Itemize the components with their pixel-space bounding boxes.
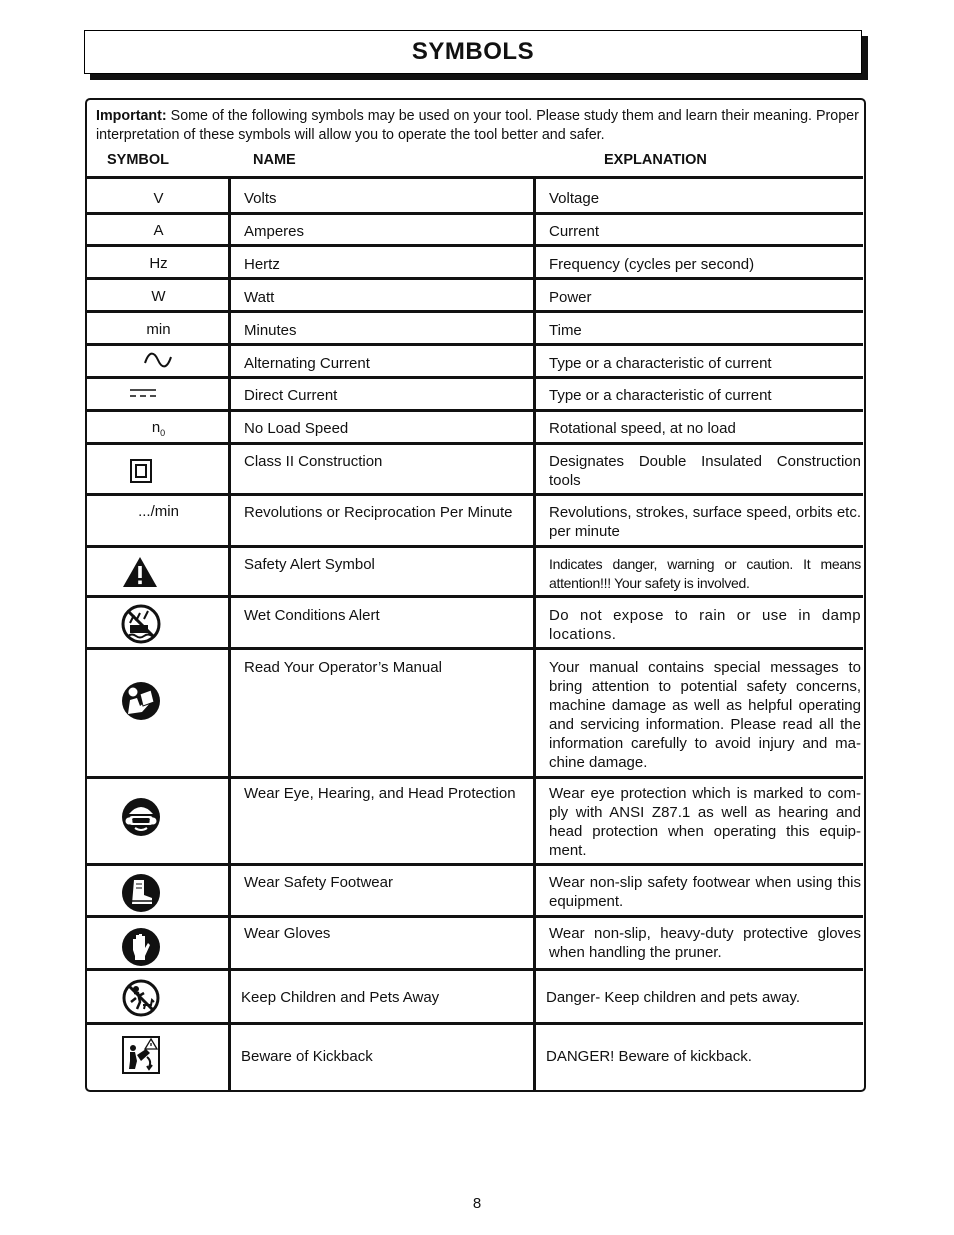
read-manual-icon bbox=[120, 680, 162, 722]
explanation-gloves: Wear non-slip, heavy-duty protective gloves when handling the pruner. bbox=[549, 925, 861, 961]
symbol-no-load-speed bbox=[87, 419, 230, 438]
explanation-class-ii: Designates Double Insulated Construction tools bbox=[549, 453, 861, 489]
explanation-per-minute: Revolutions, strokes, surface speed, orbits etc. per minute bbox=[549, 504, 861, 540]
row-divider bbox=[87, 1022, 863, 1025]
name-hertz: Hertz bbox=[244, 256, 280, 273]
name-eye-hearing-head: Wear Eye, Hearing, and Head Protection bbox=[244, 785, 516, 802]
row-divider bbox=[87, 212, 863, 215]
explanation-kickback: DANGER! Beware of kickback. bbox=[546, 1048, 752, 1065]
explanation-eye-hearing-head: Wear eye protection which is marked to com- ply with ANSI Z87.1 as well as hearing and head protection when operating this equip- ment. bbox=[549, 785, 861, 859]
name-children-pets: Keep Children and Pets Away bbox=[241, 989, 440, 1006]
intro-text: Some of the following symbols may be used on your tool. Please study them and learn their meaning. Proper interpretation of these symbols will allow you to operate the tool better and safer. bbox=[96, 108, 859, 143]
intro-paragraph bbox=[96, 107, 866, 145]
wet-conditions-icon bbox=[120, 603, 162, 645]
direct-current-icon bbox=[129, 388, 157, 398]
symbol-n: n bbox=[151, 419, 161, 436]
intro-bold: Important: bbox=[96, 108, 167, 124]
explanation-minutes: Time bbox=[549, 322, 582, 339]
column-divider bbox=[533, 176, 536, 1092]
kickback-icon bbox=[121, 1035, 161, 1075]
explanation-alternating-current: Type or a characteristic of current bbox=[549, 355, 772, 372]
page-title-box bbox=[84, 30, 862, 74]
row-divider bbox=[87, 409, 863, 412]
row-divider bbox=[87, 343, 863, 346]
explanation-read-manual: Your manual contains special messages to bring attention to potential safety concerns, machine damage as well as helpful operating and servicing information. Please read all the information carefully to avoid injury and ma- chine damage. bbox=[549, 659, 861, 771]
name-class-ii: Class II Construction bbox=[244, 453, 383, 470]
row-divider bbox=[87, 493, 863, 496]
row-divider bbox=[87, 545, 863, 548]
row-divider bbox=[87, 595, 863, 598]
row-divider bbox=[87, 277, 863, 280]
row-divider bbox=[87, 863, 863, 866]
symbol-minutes: min bbox=[146, 321, 171, 338]
name-per-minute: Revolutions or Reciprocation Per Minute bbox=[244, 504, 513, 521]
symbol-hertz: Hz bbox=[149, 255, 168, 272]
symbol-amperes: A bbox=[153, 222, 164, 239]
page-number: 8 bbox=[472, 1195, 482, 1212]
symbol-per-minute: .../min bbox=[138, 503, 179, 520]
row-divider bbox=[87, 310, 863, 313]
row-divider bbox=[87, 176, 863, 179]
row-divider bbox=[87, 647, 863, 650]
header-name: NAME bbox=[253, 152, 296, 168]
row-divider bbox=[87, 915, 863, 918]
eye-hearing-head-protection-icon bbox=[120, 796, 162, 838]
row-divider bbox=[87, 442, 863, 445]
name-read-manual: Read Your Operator’s Manual bbox=[244, 659, 442, 676]
name-volts: Volts bbox=[244, 190, 277, 207]
safety-footwear-icon bbox=[120, 872, 162, 914]
gloves-icon bbox=[120, 926, 162, 968]
header-symbol: SYMBOL bbox=[107, 152, 170, 168]
explanation-safety-alert: Indicates danger, warning or caution. It means attention!!! Your safety is involved. bbox=[549, 556, 861, 591]
name-gloves: Wear Gloves bbox=[244, 925, 331, 942]
explanation-amperes: Current bbox=[549, 223, 600, 240]
explanation-children-pets: Danger- Keep children and pets away. bbox=[546, 989, 801, 1006]
explanation-no-load-speed: Rotational speed, at no load bbox=[549, 420, 736, 437]
name-safety-alert: Safety Alert Symbol bbox=[244, 556, 375, 573]
name-direct-current: Direct Current bbox=[244, 387, 338, 404]
name-no-load-speed: No Load Speed bbox=[244, 420, 349, 437]
explanation-direct-current: Type or a characteristic of current bbox=[549, 387, 772, 404]
explanation-wet-conditions: Do not expose to rain or use in damp locations. bbox=[549, 607, 861, 643]
name-watt: Watt bbox=[244, 289, 275, 306]
name-amperes: Amperes bbox=[244, 223, 305, 240]
alternating-current-icon bbox=[143, 352, 173, 368]
keep-children-pets-away-icon bbox=[121, 978, 161, 1018]
class-ii-construction-icon bbox=[130, 459, 152, 483]
name-minutes: Minutes bbox=[244, 322, 297, 339]
row-divider bbox=[87, 776, 863, 779]
symbol-volts: V bbox=[153, 190, 164, 207]
explanation-hertz: Frequency (cycles per second) bbox=[549, 256, 755, 273]
symbol-watt: W bbox=[151, 288, 166, 305]
name-safety-footwear: Wear Safety Footwear bbox=[244, 874, 393, 891]
safety-alert-icon bbox=[121, 555, 159, 589]
name-kickback: Beware of Kickback bbox=[241, 1048, 373, 1065]
name-alternating-current: Alternating Current bbox=[244, 355, 370, 372]
symbol-subscript: 0 bbox=[160, 428, 166, 438]
symbols-table bbox=[85, 98, 866, 1092]
column-divider bbox=[228, 176, 231, 1092]
row-divider bbox=[87, 244, 863, 247]
explanation-safety-footwear: Wear non-slip safety footwear when using this equipment. bbox=[549, 874, 861, 910]
page-title: SYMBOLS bbox=[411, 38, 535, 65]
explanation-watt: Power bbox=[549, 289, 592, 306]
header-explanation: EXPLANATION bbox=[604, 152, 707, 168]
row-divider bbox=[87, 968, 863, 971]
row-divider bbox=[87, 376, 863, 379]
explanation-volts: Voltage bbox=[549, 190, 600, 207]
name-wet-conditions: Wet Conditions Alert bbox=[244, 607, 380, 624]
